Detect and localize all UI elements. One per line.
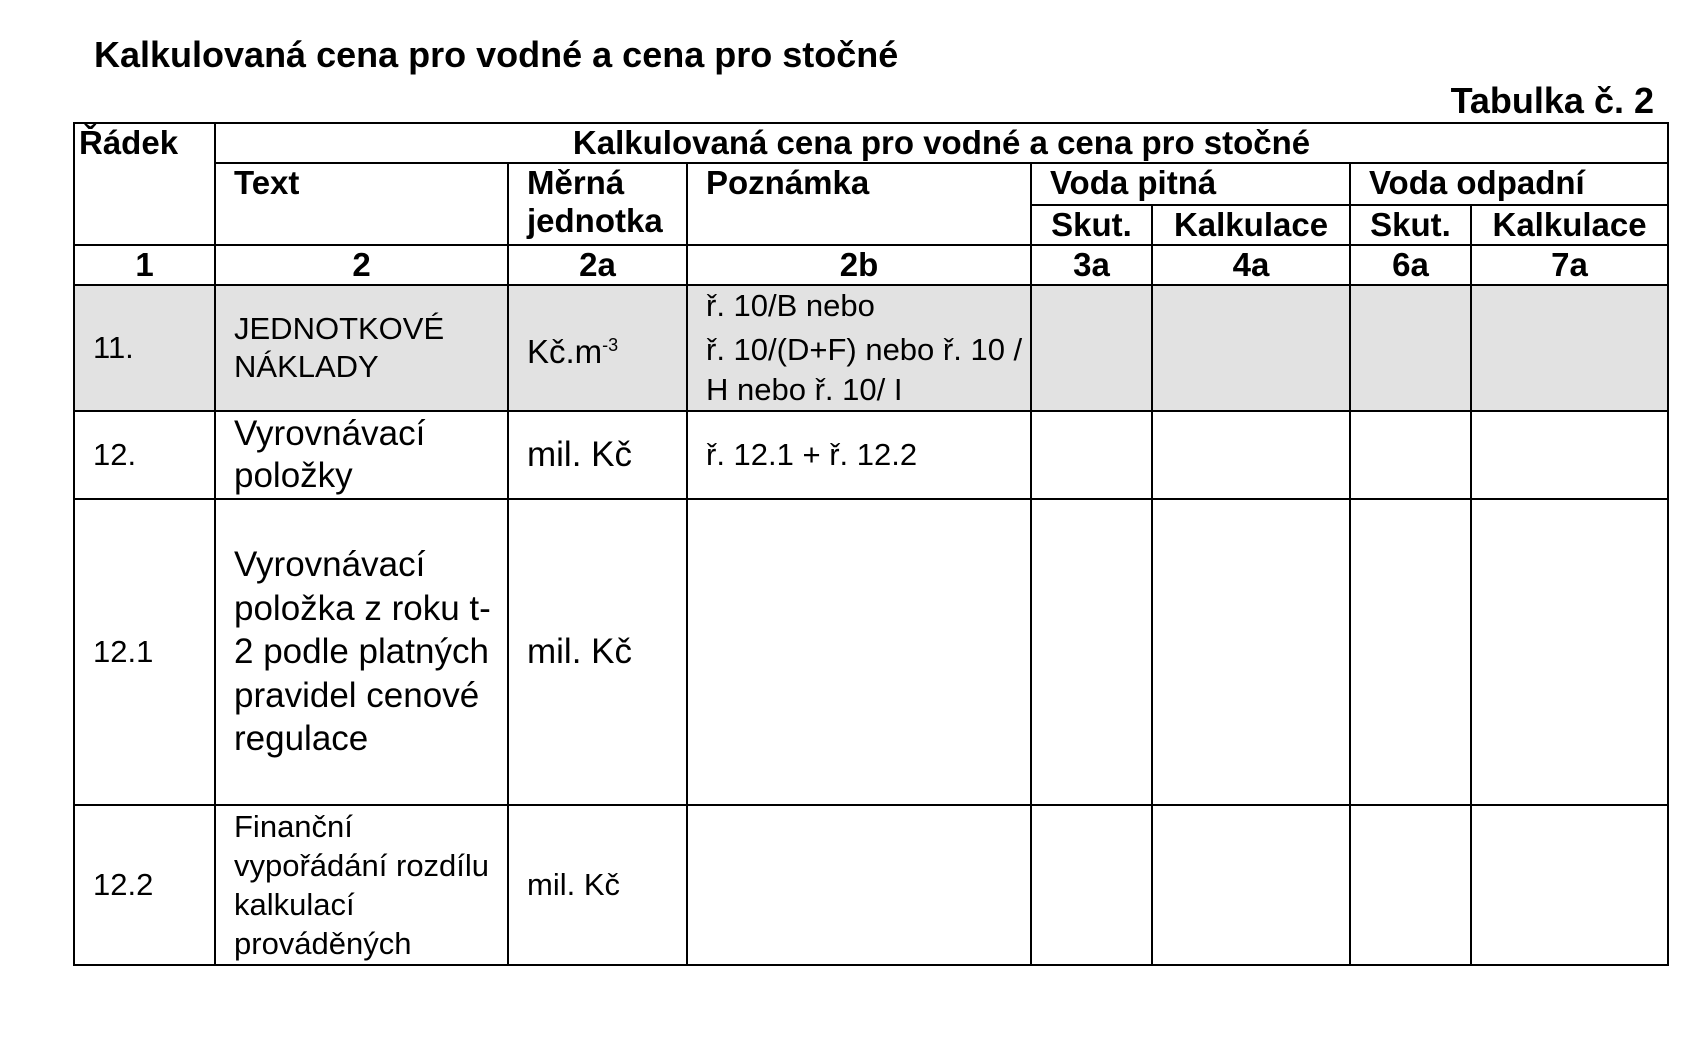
header-waste-water: Voda odpadní — [1350, 163, 1668, 205]
page-title: Kalkulovaná cena pro vodné a cena pro stočné — [94, 34, 899, 75]
value-cell — [1350, 499, 1471, 805]
column-number-row — [74, 245, 1668, 285]
col-number: 1 — [74, 245, 215, 285]
col-number: 2 — [215, 245, 508, 285]
header-group: Kalkulovaná cena pro vodné a cena pro stočné — [215, 123, 1668, 163]
header-text: Text — [215, 163, 508, 245]
row-note — [687, 499, 1031, 805]
row-note — [687, 285, 1031, 411]
header-drinking-water: Voda pitná — [1031, 163, 1350, 205]
col-number: 3a — [1031, 245, 1152, 285]
price-calculation-table — [73, 122, 1669, 966]
value-cell — [1350, 411, 1471, 499]
row-note: ř. 12.1 + ř. 12.2 — [687, 411, 1031, 499]
row-label: 12.2 — [74, 805, 215, 965]
col-number: 4a — [1152, 245, 1350, 285]
row-note — [687, 805, 1031, 965]
row-note-line1: ř. 10/B nebo — [706, 288, 875, 323]
header-unit-line1: Měrná — [527, 164, 625, 201]
table-row — [74, 411, 1668, 499]
header-row-col: Řádek — [74, 123, 215, 245]
value-cell — [1471, 411, 1668, 499]
value-cell — [1031, 411, 1152, 499]
col-number: 7a — [1471, 245, 1668, 285]
value-cell — [1031, 499, 1152, 805]
row-text: Finanční vypořádání rozdílu kalkulací prováděných — [215, 805, 508, 965]
value-cell — [1152, 805, 1350, 965]
table-row — [74, 499, 1668, 805]
value-cell — [1152, 285, 1350, 411]
header-unit — [508, 163, 687, 245]
value-cell — [1471, 285, 1668, 411]
header-note: Poznámka — [687, 163, 1031, 245]
row-unit — [508, 285, 687, 411]
value-cell — [1152, 411, 1350, 499]
table-number: Tabulka č. 2 — [1450, 80, 1654, 121]
row-note-line2: ř. 10/(D+F) nebo ř. 10 / H nebo ř. 10/ I — [706, 332, 1023, 407]
header-waste-actual: Skut. — [1350, 205, 1471, 245]
col-number: 6a — [1350, 245, 1471, 285]
row-label: 12.1 — [74, 499, 215, 805]
row-unit: mil. Kč — [508, 411, 687, 499]
row-unit-text: Kč.m — [527, 332, 603, 370]
row-label: 12. — [74, 411, 215, 499]
row-unit-exponent: -3 — [602, 334, 619, 355]
row-label: 11. — [74, 285, 215, 411]
value-cell — [1031, 805, 1152, 965]
header-drinking-calc: Kalkulace — [1152, 205, 1350, 245]
header-waste-calc: Kalkulace — [1471, 205, 1668, 245]
row-text: Vyrovnávací položka z roku t-2 podle platných pravidel cenové regulace — [215, 499, 508, 805]
col-number: 2b — [687, 245, 1031, 285]
value-cell — [1471, 499, 1668, 805]
header-drinking-actual: Skut. — [1031, 205, 1152, 245]
col-number: 2a — [508, 245, 687, 285]
table-row — [74, 285, 1668, 411]
row-unit: mil. Kč — [508, 499, 687, 805]
row-unit: mil. Kč — [508, 805, 687, 965]
value-cell — [1350, 805, 1471, 965]
value-cell — [1471, 805, 1668, 965]
value-cell — [1031, 285, 1152, 411]
table-row — [74, 805, 1668, 965]
row-text: Vyrovnávací položky — [215, 411, 508, 499]
header-unit-line2: jednotka — [527, 202, 663, 239]
row-text: JEDNOTKOVÉ NÁKLADY — [215, 285, 508, 411]
value-cell — [1152, 499, 1350, 805]
value-cell — [1350, 285, 1471, 411]
